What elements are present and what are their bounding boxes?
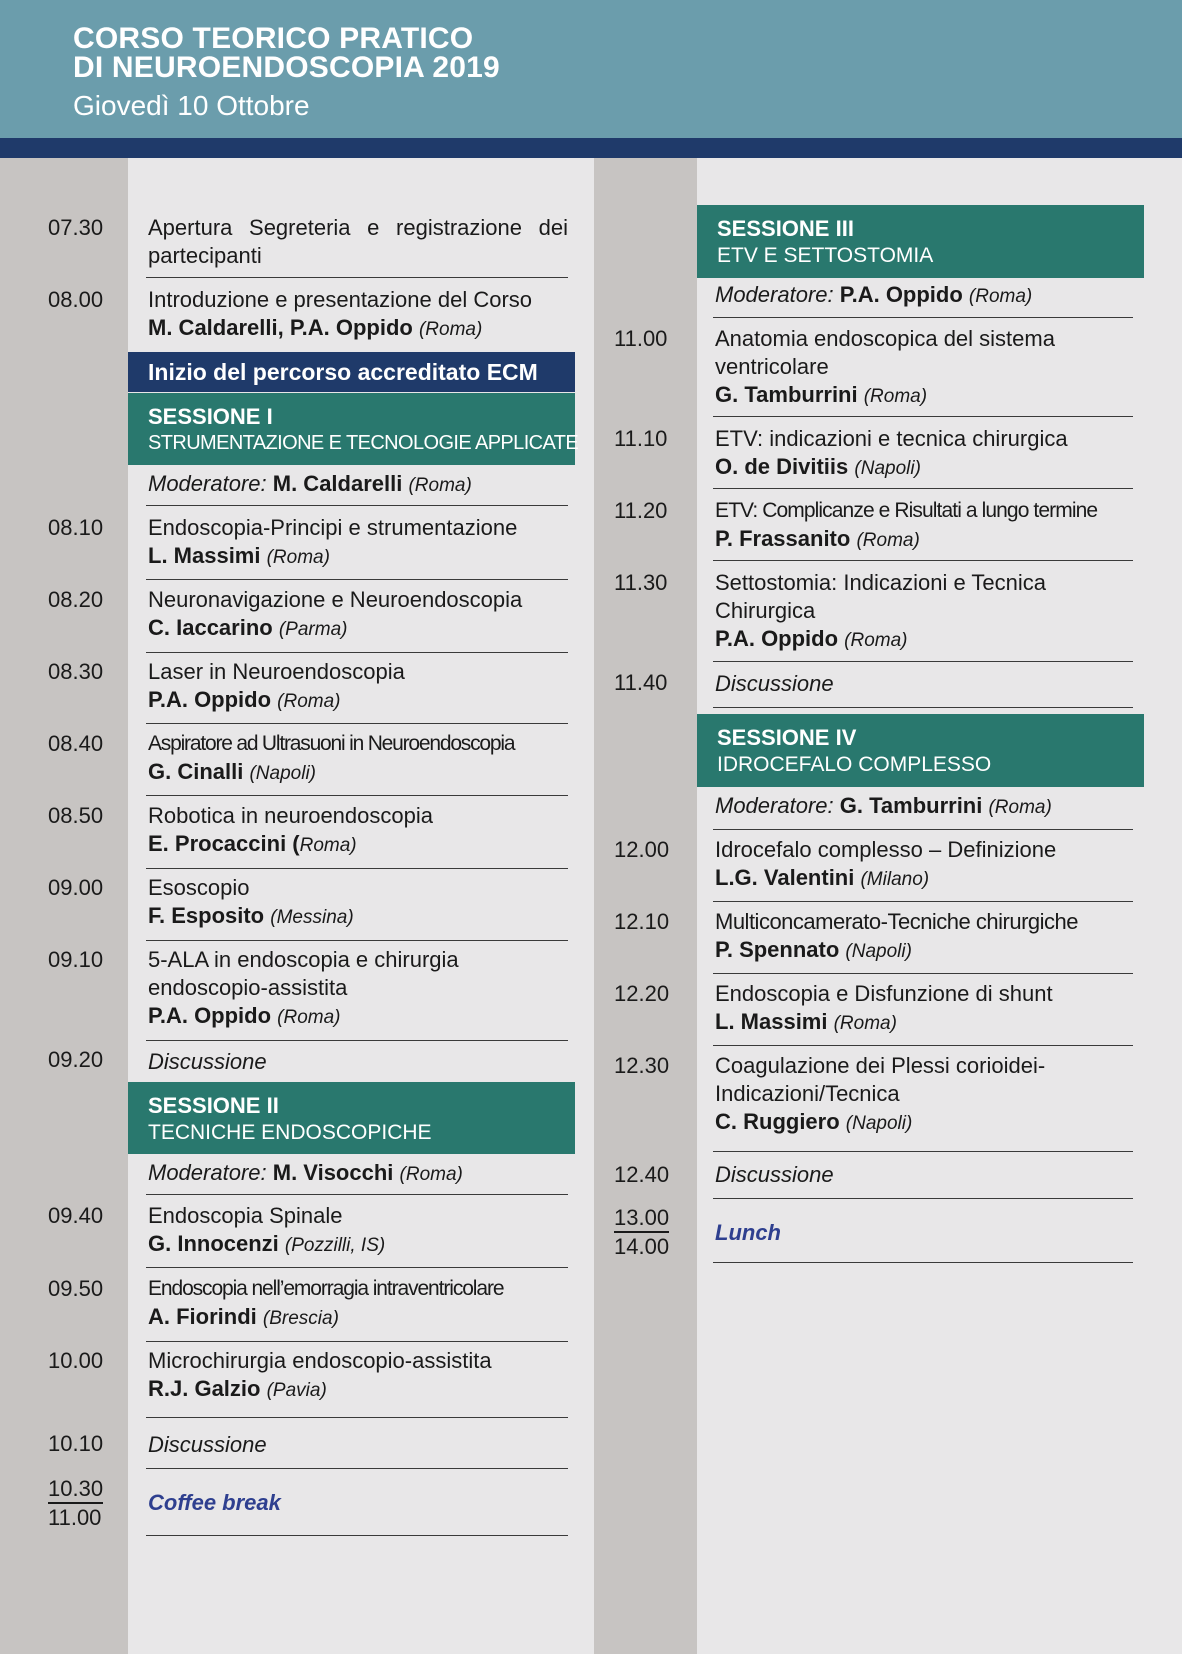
- time-label: 09.40: [48, 1203, 104, 1228]
- speaker: [148, 614, 568, 644]
- agenda-item: [715, 497, 1135, 555]
- time-range: [48, 1476, 103, 1532]
- session-name: SESSIONE II: [148, 1093, 279, 1118]
- time-start: 10.30: [48, 1476, 103, 1504]
- time-label: 11.00: [614, 326, 668, 351]
- time-label: 08.50: [48, 803, 104, 828]
- session-title: STRUMENTAZIONE E TECNOLOGIE APPLICATE: [148, 432, 579, 454]
- time-label: 08.10: [48, 515, 104, 540]
- moderator-label: Moderatore:: [148, 1160, 267, 1185]
- speaker-name: R.J. Galzio: [148, 1376, 261, 1401]
- talk-title: Endoscopia Spinale: [148, 1203, 343, 1228]
- agenda-item: [715, 908, 1135, 966]
- speaker-name: G. Innocenzi: [148, 1231, 279, 1256]
- row-divider: [146, 579, 568, 580]
- time-label: 10.10: [48, 1431, 104, 1456]
- moderator-line: [148, 1159, 568, 1189]
- row-divider: [146, 1040, 568, 1041]
- time-label: 11.40: [614, 670, 668, 695]
- row-divider: [713, 416, 1133, 417]
- row-divider: [713, 1262, 1133, 1263]
- speaker: [148, 1375, 568, 1405]
- agenda-item: [148, 214, 568, 270]
- agenda-item: [148, 286, 568, 344]
- session-header-4: [697, 714, 1144, 787]
- row-divider: [713, 661, 1133, 662]
- agenda-item: [148, 1489, 568, 1517]
- speaker-name: P. Frassanito: [715, 526, 851, 551]
- row-divider: [713, 1151, 1133, 1152]
- row-divider: [146, 1468, 568, 1469]
- speaker: [148, 830, 568, 860]
- speaker: [148, 686, 568, 716]
- speaker-name: C. Iaccarino: [148, 615, 273, 640]
- session-title: ETV E SETTOSTOMIA: [717, 244, 934, 267]
- speaker-name: P.A. Oppido: [148, 687, 272, 712]
- speaker: [715, 936, 1135, 966]
- coffee-break-label: Coffee break: [148, 1490, 281, 1515]
- page-title: [73, 24, 500, 82]
- speaker: [715, 625, 1095, 655]
- speaker-location: (Roma): [266, 547, 330, 568]
- time-range: [614, 1205, 669, 1261]
- speaker: [715, 1108, 1085, 1138]
- time-label: 10.00: [48, 1348, 104, 1373]
- speaker-location: (Napoli): [845, 1113, 913, 1134]
- time-label: 08.40: [48, 731, 104, 756]
- speaker-name: O. de Divitiis: [715, 454, 849, 479]
- agenda-item: [148, 946, 493, 1032]
- row-divider: [713, 829, 1133, 830]
- time-label: 12.10: [614, 909, 670, 934]
- speaker-location: (Napoli): [845, 941, 912, 962]
- session-name: SESSIONE III: [717, 216, 854, 241]
- moderator-location: (Roma): [988, 797, 1052, 818]
- talk-title: Microchirurgia endoscopio-assistita: [148, 1348, 492, 1373]
- agenda-item: [148, 586, 568, 644]
- talk-title: Multiconcamerato-Tecniche chirurgiche: [715, 909, 1078, 934]
- talk-title: Apertura Segreteria e registrazione dei partecipanti: [148, 215, 568, 268]
- agenda-item: [148, 1347, 568, 1405]
- agenda-item: [715, 1219, 1135, 1247]
- moderator-name: P.A. Oppido: [839, 282, 963, 307]
- speaker-name: M. Caldarelli, P.A. Oppido: [148, 315, 413, 340]
- moderator-name: M. Visocchi: [272, 1160, 394, 1185]
- time-end: 14.00: [614, 1234, 670, 1259]
- moderator-line: [715, 792, 1135, 822]
- speaker: [148, 758, 568, 788]
- agenda-item: [715, 980, 1135, 1038]
- discussion-label: Discussione: [148, 1432, 267, 1457]
- discussion-label: Discussione: [715, 671, 834, 696]
- row-divider: [146, 1535, 568, 1536]
- row-divider: [146, 723, 568, 724]
- speaker-location: (Pavia): [266, 1380, 327, 1401]
- moderator-label: Moderatore:: [715, 793, 834, 818]
- speaker: [148, 1303, 568, 1333]
- speaker-location: (Roma): [833, 1013, 897, 1034]
- speaker: [715, 453, 1135, 483]
- row-divider: [713, 707, 1133, 708]
- talk-title: Endoscopia-Principi e strumentazione: [148, 515, 518, 540]
- time-start: 13.00: [614, 1205, 669, 1233]
- page-subtitle: Giovedì 10 Ottobre: [73, 90, 310, 121]
- speaker-name: P.A. Oppido: [148, 1003, 272, 1028]
- moderator-name: M. Caldarelli: [272, 471, 403, 496]
- speaker-location: Roma): [299, 835, 357, 856]
- row-divider: [146, 1194, 568, 1195]
- agenda-item: [148, 1275, 568, 1333]
- speaker-name: L.G. Valentini: [715, 865, 855, 890]
- speaker: [148, 542, 568, 572]
- speaker: [148, 1230, 568, 1260]
- time-label: 07.30: [48, 215, 104, 240]
- header-divider-bar: [0, 138, 1182, 158]
- speaker-location: (Roma): [856, 530, 920, 551]
- row-divider: [146, 505, 568, 506]
- speaker-name: E. Procaccini (: [148, 831, 300, 856]
- header-banner: [0, 0, 1182, 138]
- row-divider: [713, 560, 1133, 561]
- agenda-item: [715, 325, 1110, 411]
- session-name: SESSIONE I: [148, 404, 273, 429]
- speaker-location: (Parma): [278, 619, 348, 640]
- agenda-item: [715, 836, 1135, 894]
- row-divider: [146, 1267, 568, 1268]
- speaker-location: (Brescia): [262, 1308, 339, 1329]
- row-divider: [146, 277, 568, 278]
- talk-title: Idrocefalo complesso – Definizione: [715, 837, 1057, 862]
- row-divider: [713, 1045, 1133, 1046]
- speaker-location: (Roma): [863, 386, 928, 407]
- row-divider: [713, 317, 1133, 318]
- speaker-name: A. Fiorindi: [148, 1304, 257, 1329]
- talk-title: Anatomia endoscopica del sistema ventricolare: [715, 326, 1055, 379]
- row-divider: [146, 868, 568, 869]
- time-label: 08.30: [48, 659, 104, 684]
- agenda-item: [715, 670, 1135, 698]
- row-divider: [713, 901, 1133, 902]
- speaker-name: P. Spennato: [715, 937, 840, 962]
- time-label: 12.00: [614, 837, 670, 862]
- row-divider: [146, 795, 568, 796]
- speaker-name: G. Cinalli: [148, 759, 244, 784]
- talk-title: Settostomia: Indicazioni e Tecnica Chirurgica: [715, 570, 1046, 623]
- session-header-2: [128, 1082, 575, 1154]
- speaker-location: (Milano): [860, 869, 930, 890]
- agenda-item: [148, 1431, 568, 1459]
- session-title: TECNICHE ENDOSCOPICHE: [148, 1121, 432, 1144]
- row-divider: [146, 652, 568, 653]
- moderator-location: (Roma): [399, 1164, 463, 1185]
- right-time-column-bg: [594, 158, 697, 1654]
- speaker-location: (Roma): [277, 1007, 341, 1028]
- title-line-1: CORSO TEORICO PRATICO: [73, 22, 474, 55]
- speaker-location: (Roma): [418, 319, 483, 340]
- talk-title: Esoscopio: [148, 875, 250, 900]
- time-label: 12.20: [614, 981, 670, 1006]
- row-divider: [146, 1341, 568, 1342]
- discussion-label: Discussione: [715, 1162, 834, 1187]
- row-divider: [713, 973, 1133, 974]
- speaker: [148, 902, 568, 932]
- title-line-2: DI NEUROENDOSCOPIA 2019: [73, 51, 500, 84]
- time-label: 08.20: [48, 587, 104, 612]
- agenda-item: [148, 1048, 568, 1076]
- time-label: 09.10: [48, 947, 104, 972]
- time-label: 11.10: [614, 426, 668, 451]
- agenda-item: [715, 1052, 1085, 1138]
- time-label: 11.20: [614, 498, 668, 523]
- session-header-1: [128, 393, 579, 465]
- speaker-name: L. Massimi: [715, 1009, 828, 1034]
- talk-title: ETV: indicazioni e tecnica chirurgica: [715, 426, 1068, 451]
- moderator-name: G. Tamburrini: [839, 793, 983, 818]
- talk-title: Neuronavigazione e Neuroendoscopia: [148, 587, 523, 612]
- speaker-name: G. Tamburrini: [715, 382, 858, 407]
- moderator-label: Moderatore:: [148, 471, 267, 496]
- agenda-item: [715, 425, 1135, 483]
- agenda-item: [148, 658, 568, 716]
- agenda-item: [148, 1202, 568, 1260]
- speaker-location: (Roma): [277, 691, 341, 712]
- row-divider: [146, 1417, 568, 1418]
- speaker-location: (Pozzilli, IS): [284, 1235, 386, 1256]
- agenda-item: [148, 730, 568, 788]
- row-divider: [713, 1198, 1133, 1199]
- time-end: 11.00: [48, 1505, 102, 1530]
- talk-title: Robotica in neuroendoscopia: [148, 803, 433, 828]
- moderator-label: Moderatore:: [715, 282, 834, 307]
- talk-title: Endoscopia nell’emorragia intraventricolare: [148, 1277, 504, 1300]
- agenda-item: [148, 802, 568, 860]
- lunch-label: Lunch: [715, 1220, 781, 1245]
- ecm-banner: Inizio del percorso accreditato ECM: [128, 352, 575, 392]
- agenda-item: [715, 569, 1095, 655]
- moderator-location: (Roma): [968, 286, 1033, 307]
- talk-title: Aspiratore ad Ultrasuoni in Neuroendoscopia: [148, 732, 515, 755]
- row-divider: [713, 488, 1133, 489]
- speaker-location: (Messina): [270, 907, 354, 928]
- speaker-name: L. Massimi: [148, 543, 261, 568]
- talk-title: Introduzione e presentazione del Corso: [148, 287, 533, 312]
- agenda-item: [148, 874, 568, 932]
- talk-title: Laser in Neuroendoscopia: [148, 659, 405, 684]
- agenda-item: [148, 514, 568, 572]
- time-label: 08.00: [48, 287, 104, 312]
- time-label: 11.30: [614, 570, 668, 595]
- speaker: [715, 864, 1135, 894]
- session-name: SESSIONE IV: [717, 725, 857, 750]
- speaker: [148, 314, 568, 344]
- time-label: 12.40: [614, 1162, 670, 1187]
- discussion-label: Discussione: [148, 1049, 267, 1074]
- speaker-name: C. Ruggiero: [715, 1109, 840, 1134]
- speaker: [715, 1008, 1135, 1038]
- time-label: 09.50: [48, 1276, 104, 1301]
- talk-title: Endoscopia e Disfunzione di shunt: [715, 981, 1053, 1006]
- session-header-3: [697, 205, 1144, 278]
- agenda-item: [715, 1161, 1135, 1189]
- session-title: IDROCEFALO COMPLESSO: [717, 753, 992, 776]
- speaker: [148, 1002, 493, 1032]
- row-divider: [146, 940, 568, 941]
- speaker-location: (Roma): [844, 630, 908, 651]
- speaker: [715, 525, 1135, 555]
- time-label: 09.20: [48, 1047, 104, 1072]
- speaker-name: F. Esposito: [148, 903, 265, 928]
- talk-title: Coagulazione dei Plessi corioidei-Indicazioni/Tecnica: [715, 1053, 1046, 1106]
- time-label: 12.30: [614, 1053, 670, 1078]
- moderator-location: (Roma): [408, 475, 472, 496]
- moderator-line: [148, 470, 568, 500]
- speaker-name: P.A. Oppido: [715, 626, 839, 651]
- talk-title: 5-ALA in endoscopia e chirurgia endoscopio-assistita: [148, 947, 459, 1000]
- time-label: 09.00: [48, 875, 104, 900]
- talk-title: ETV: Complicanze e Risultati a lungo termine: [715, 499, 1098, 522]
- moderator-line: [715, 281, 1135, 311]
- speaker: [715, 381, 1110, 411]
- speaker-location: (Napoli): [854, 458, 921, 479]
- speaker-location: (Napoli): [249, 763, 317, 784]
